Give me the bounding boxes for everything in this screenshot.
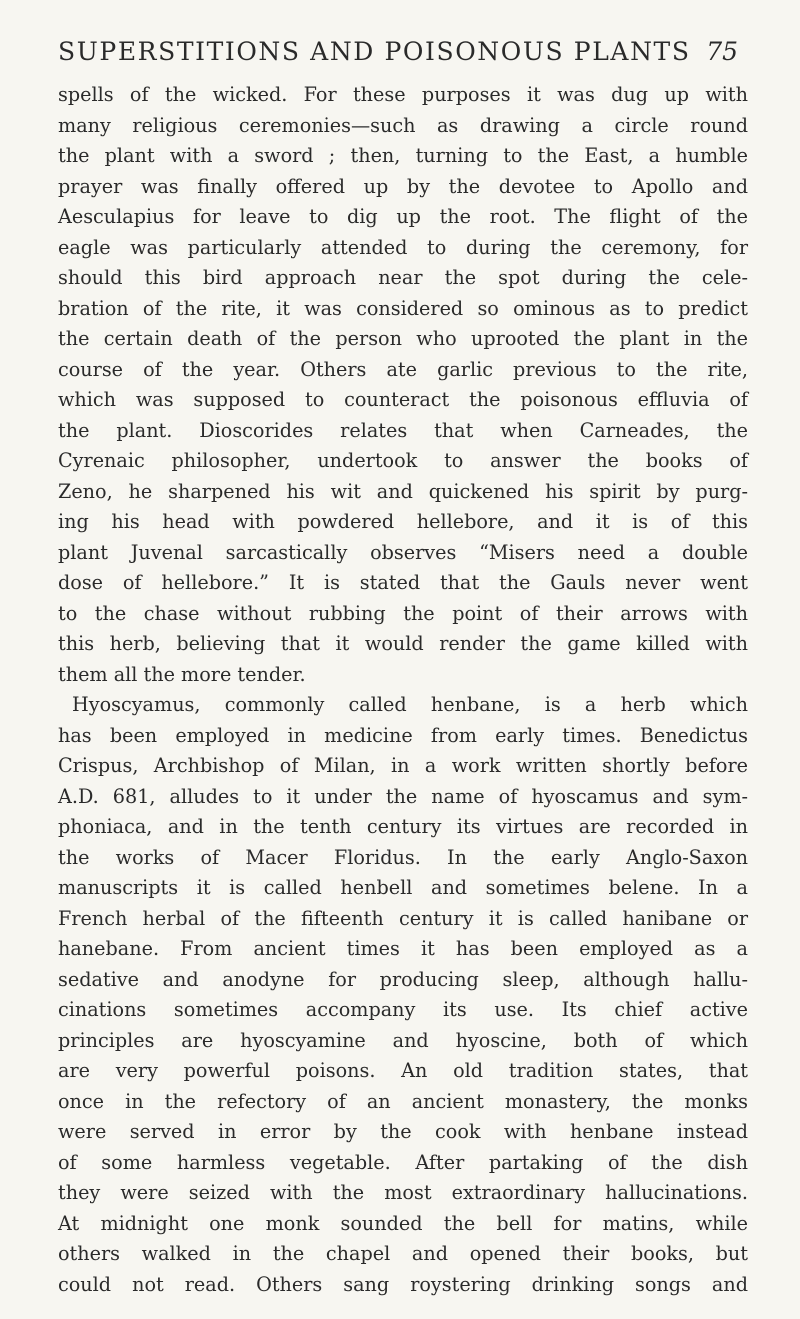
text-line: which was supposed to counteract the poisonous effluvia of: [58, 388, 748, 411]
text-line: has been employed in medicine from early times. Benedictus: [58, 723, 748, 747]
text-line: manuscripts it is called henbell and sometimes belene. In a: [58, 876, 748, 899]
text-line: many religious ceremonies—such as drawing a circle round: [58, 113, 748, 137]
text-line: Zeno, he sharpened his wit and quickened his spirit by purg-: [58, 479, 748, 503]
text-line: phoniaca, and in the tenth century its virtues are recorded in: [58, 815, 748, 838]
text-line: to the chase without rubbing the point of their arrows with: [58, 601, 748, 625]
text-line: principles are hyoscyamine and hyoscine, both of which: [58, 1028, 748, 1052]
text-line: eagle was particularly attended to during the ceremony, for: [58, 235, 748, 259]
text-line: sedative and anodyne for producing sleep, although hallu-: [58, 967, 748, 991]
running-head: SUPERSTITIONS AND POISONOUS PLANTS: [58, 37, 691, 66]
text-line: them all the more tender.: [58, 662, 306, 686]
body-text: [58, 80, 748, 1300]
text-line: the works of Macer Floridus. In the early Anglo-Saxon: [58, 845, 748, 869]
text-line: Cyrenaic philosopher, undertook to answer the books of: [58, 449, 748, 472]
page-header: [58, 32, 738, 72]
text-line: French herbal of the fifteenth century it is called hanibane or: [58, 906, 748, 930]
text-line: the certain death of the person who uprooted the plant in the: [58, 327, 748, 350]
page-number: 75: [706, 37, 738, 66]
text-line: should this bird approach near the spot during the cele-: [58, 266, 748, 289]
text-line: once in the refectory of an ancient monastery, the monks: [58, 1089, 748, 1113]
text-line: bration of the rite, it was considered so ominous as to predict: [58, 296, 748, 320]
text-line: Hyoscyamus, commonly called henbane, is a herb which: [72, 693, 748, 716]
text-line: hanebane. From ancient times it has been employed as a: [58, 937, 748, 960]
paragraph-mandrake: [58, 80, 748, 690]
text-line: others walked in the chapel and opened their books, but: [58, 1242, 748, 1265]
text-line: ing his head with powdered hellebore, and it is of this: [58, 510, 748, 533]
text-line: the plant. Dioscorides relates that when Carneades, the: [58, 418, 748, 442]
text-line: Crispus, Archbishop of Milan, in a work written shortly before: [58, 754, 748, 777]
text-line: of some harmless vegetable. After partaking of the dish: [58, 1150, 748, 1174]
text-line: plant Juvenal sarcastically observes “Misers need a double: [58, 540, 748, 564]
text-line: are very powerful poisons. An old tradition states, that: [58, 1059, 748, 1082]
text-line: A.D. 681, alludes to it under the name of hyoscamus and sym-: [58, 784, 748, 808]
text-line: Aesculapius for leave to dig up the root. The flight of the: [58, 205, 748, 228]
text-line: they were seized with the most extraordinary hallucinations.: [58, 1181, 748, 1204]
text-line: spells of the wicked. For these purposes it was dug up with: [58, 83, 748, 106]
text-line: cinations sometimes accompany its use. Its chief active: [58, 998, 748, 1021]
text-line: At midnight one monk sounded the bell for matins, while: [58, 1211, 748, 1235]
text-line: prayer was finally offered up by the devotee to Apollo and: [58, 174, 748, 198]
text-line: this herb, believing that it would render the game killed with: [58, 632, 748, 655]
text-line: course of the year. Others ate garlic previous to the rite,: [58, 357, 748, 381]
text-line: could not read. Others sang roystering drinking songs and: [58, 1272, 748, 1296]
paragraph-henbane: [58, 690, 748, 1300]
text-line: dose of hellebore.” It is stated that the Gauls never went: [58, 571, 748, 594]
text-line: were served in error by the cook with henbane instead: [58, 1120, 748, 1143]
text-line: the plant with a sword ; then, turning to the East, a humble: [58, 144, 748, 167]
